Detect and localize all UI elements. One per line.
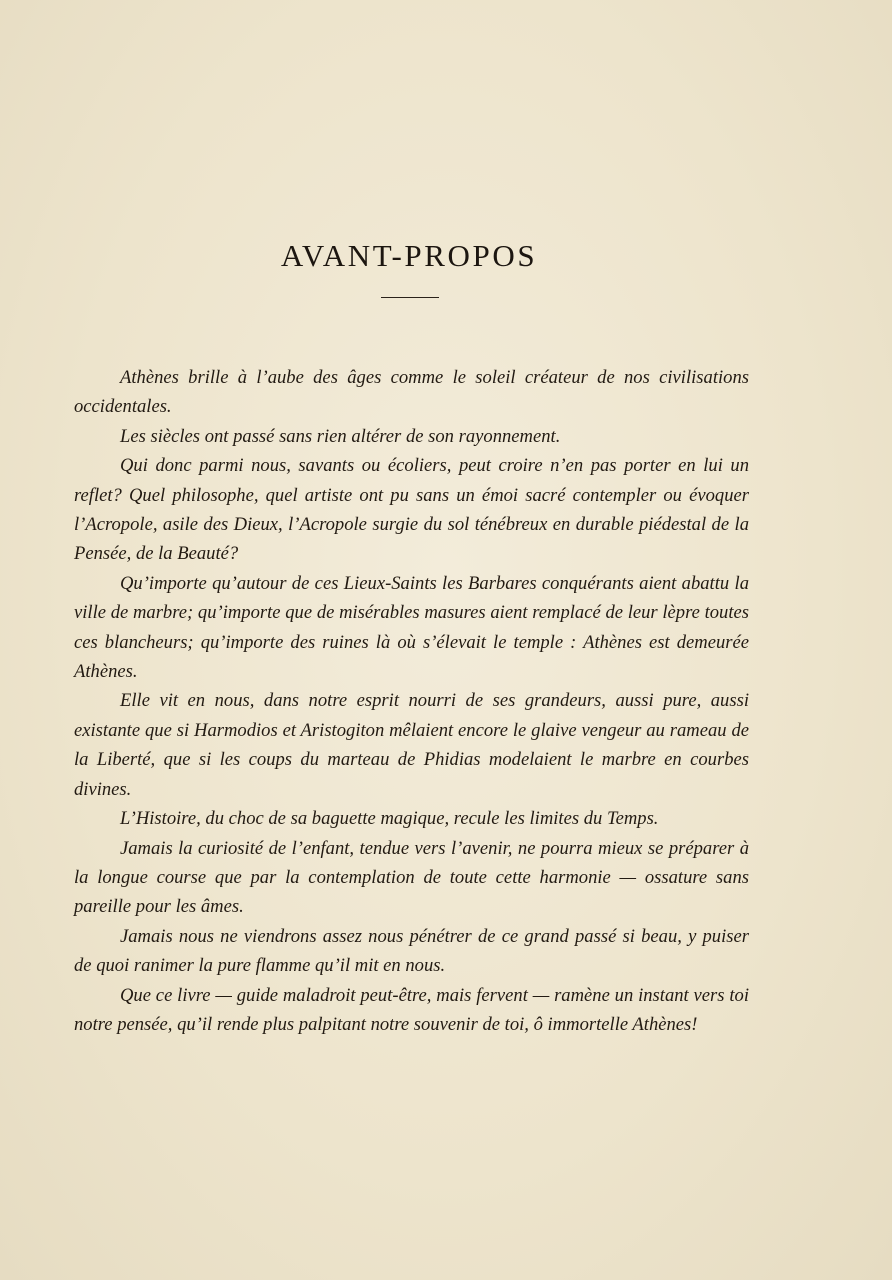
paragraph: Qu’importe qu’autour de ces Lieux-Saints les Barbares conquérants aient abattu la ville de marbre; qu’importe que de misérables masures aient remplacé de leur lèpre toutes ces blancheurs; qu’importe des ruines là où s’élevait le temple : Athènes est demeurée Athènes. <box>74 572 749 683</box>
paragraph: Les siècles ont passé sans rien altérer de son rayonnement. <box>120 425 561 447</box>
paragraph: Qui donc parmi nous, savants ou écoliers, peut croire n’en pas porter en lui un reflet? Quel philosophe, quel artiste ont pu sans un émoi sacré contempler ou évoquer l’Acropole, asile des Dieux, l’Acropole surgie du sol ténébreux en durable piédestal de la Pensée, de la Beauté? <box>74 455 749 565</box>
paragraph: L’Histoire, du choc de sa baguette magique, recule les limites du Temps. <box>120 808 659 830</box>
paragraph: Jamais nous ne viendrons assez nous pénétrer de ce grand passé si beau, y puiser de quoi ranimer la pure flamme qu’il mit en nous. <box>74 925 749 977</box>
paragraph: Athènes brille à l’aube des âges comme le soleil créateur de nos civilisations occidentales. <box>74 367 749 418</box>
title-divider <box>381 297 439 298</box>
page-title: AVANT-PROPOS <box>280 238 538 273</box>
paragraph: Jamais la curiosité de l’enfant, tendue vers l’avenir, ne pourra mieux se préparer à la longue course que par la contemplation de toute cette harmonie — ossature sans pareille pour les âmes. <box>74 837 749 918</box>
foreword-text <box>74 363 749 1039</box>
paragraph: Elle vit en nous, dans notre esprit nourri de ses grandeurs, aussi pure, aussi existante que si Harmodios et Aristogiton mêlaient encore le glaive vengeur au rameau de la Liberté, que si les coups du marteau de Phidias modelaient le marbre en courbes divines. <box>74 690 749 800</box>
paragraph: Que ce livre — guide maladroit peut-être, mais fervent — ramène un instant vers toi notre pensée, qu’il rende plus palpitant notre souvenir de toi, ô immortelle Athènes! <box>74 984 749 1035</box>
